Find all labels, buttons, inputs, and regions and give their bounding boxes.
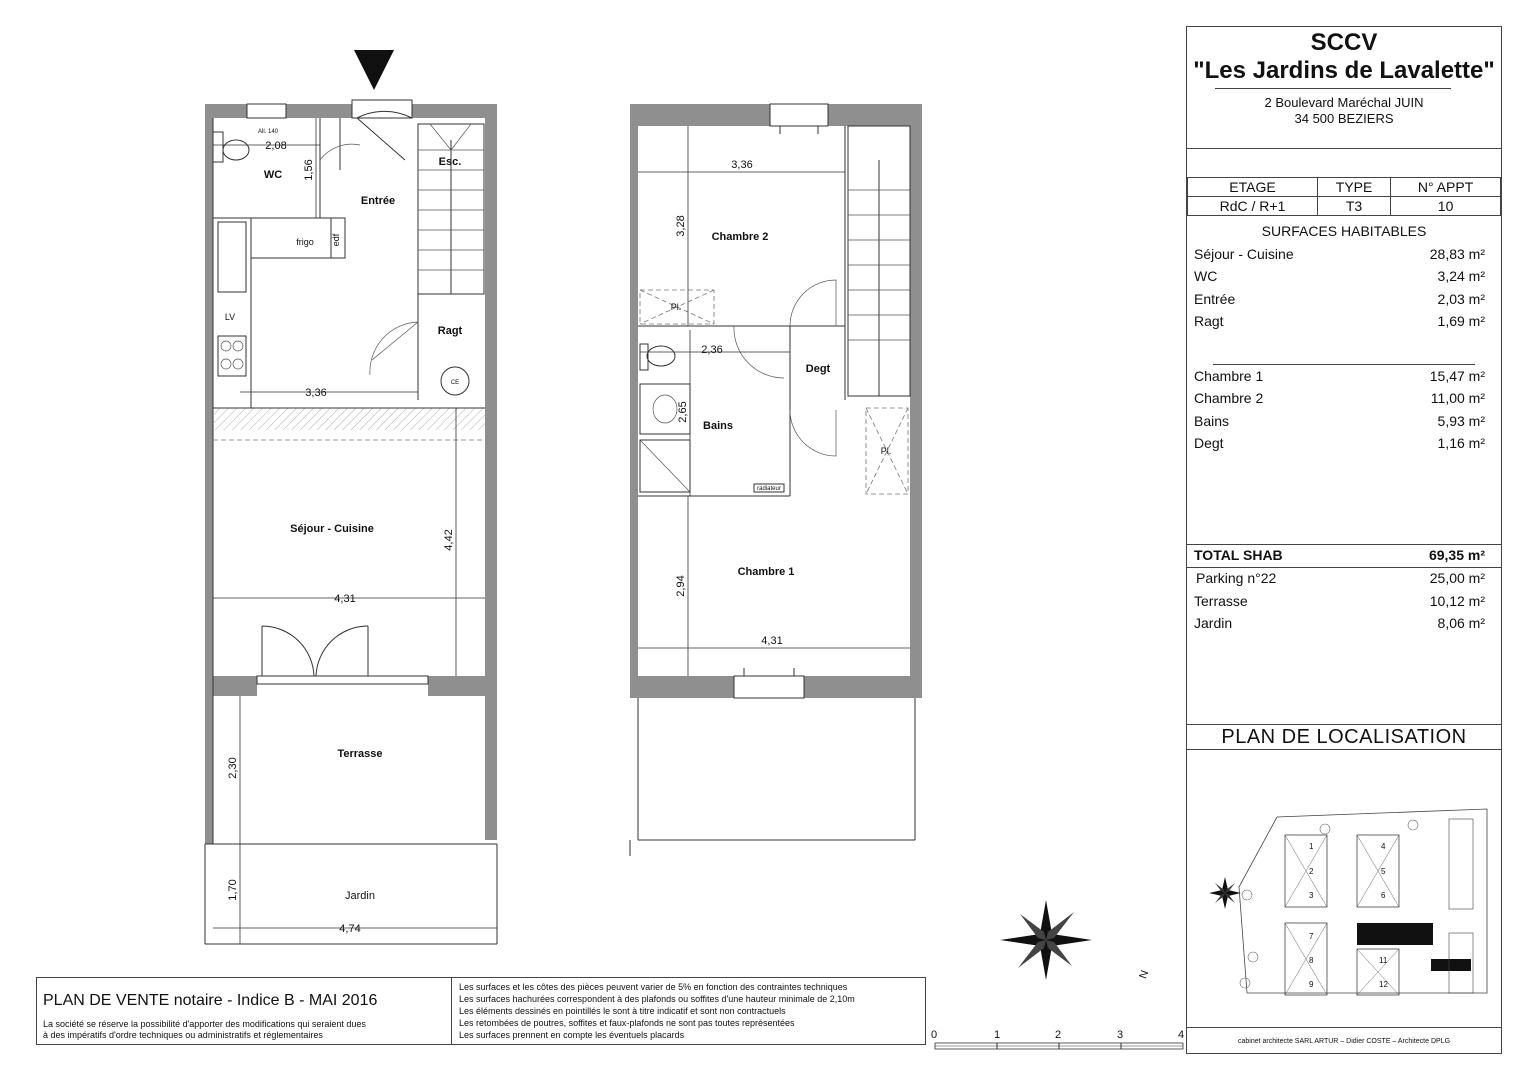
floor-separator (1213, 364, 1475, 365)
placard-label-2: Pl. (880, 446, 892, 456)
surfaces-title: SURFACES HABITABLES (1261, 223, 1427, 239)
note-2: Les surfaces hachurées correspondent à des plafonds ou soffites d'une hauteur minimale de 2,10m (459, 994, 855, 1004)
lot-marker-11: 11 (1379, 956, 1388, 965)
dim-sejour-width: 4,31 (334, 593, 356, 605)
dim-ch2-depth: 3,28 (675, 215, 687, 237)
total-value: 69,35 m² (1428, 547, 1485, 563)
surface-row-ragt (1193, 313, 1485, 333)
lot-marker-10: 10 (1379, 932, 1388, 941)
surface-row-chambre1 (1193, 368, 1485, 388)
site-plan (1187, 787, 1501, 1017)
surface-row-sejour (1193, 246, 1485, 266)
extra-row-jardin (1193, 615, 1485, 635)
room-ragt-label: Ragt (437, 325, 463, 337)
lot-marker-6: 6 (1381, 891, 1386, 900)
room-chambre1-label: Chambre 1 (737, 566, 795, 578)
value-etage: RdC / R+1 (1188, 197, 1318, 216)
radiator-label: radiateur (757, 486, 781, 492)
surface-name: Ragt (1194, 313, 1224, 329)
surface-name: Degt (1194, 435, 1224, 451)
room-bains-label: Bains (703, 420, 733, 432)
total-separator (1187, 544, 1501, 545)
extra-name: Terrasse (1194, 593, 1248, 609)
ground-floor-plan (205, 100, 497, 944)
architect-credit: cabinet architecte SARL ARTUR – Didier COSTE – Architecte DPLG (1237, 1038, 1451, 1045)
project-name: "Les Jardins de Lavalette" (1193, 57, 1495, 84)
surface-row-chambre2 (1193, 390, 1485, 410)
surface-value: 1,69 m² (1437, 313, 1485, 329)
dim-kitchen-width: 3,36 (305, 387, 327, 399)
room-wc-label: WC (263, 169, 283, 181)
company-name: SCCV (1310, 29, 1378, 56)
title-block-panel (1186, 26, 1502, 1054)
dim-ch1-depth: 2,94 (675, 575, 687, 597)
header-type: TYPE (1317, 178, 1390, 197)
extra-row-terrasse (1193, 593, 1485, 613)
dim-ch2-width: 3,36 (731, 159, 753, 171)
surface-value: 3,24 m² (1437, 268, 1485, 284)
surface-name: Chambre 2 (1194, 390, 1264, 406)
surface-value: 2,03 m² (1437, 291, 1485, 307)
scale-label-1: 1 (994, 1029, 1001, 1041)
extras-separator (1187, 567, 1501, 568)
scale-bar (935, 1043, 1183, 1049)
room-terrasse-label: Terrasse (337, 748, 383, 760)
surface-name: Bains (1194, 413, 1230, 429)
surface-row-degt (1193, 435, 1485, 455)
dim-wc-depth: 1,56 (303, 159, 315, 181)
disclaimer-line-2: à des impératifs d'ordre techniques ou administratifs et réglementaires (43, 1030, 323, 1040)
ce-label: CE (450, 380, 460, 386)
frigo-label: frigo (296, 237, 314, 247)
lot-marker-3: 3 (1309, 891, 1314, 900)
scale-label-4: 4 (1178, 1029, 1185, 1041)
lot-marker-8: 8 (1309, 956, 1314, 965)
first-floor-plan (630, 104, 922, 856)
localisation-bottom-separator (1187, 749, 1501, 750)
room-esc-label: Esc. (438, 156, 462, 168)
sale-plan-title: PLAN DE VENTE notaire - Indice B - MAI 2016 (43, 992, 378, 1009)
entrance-arrow-icon (354, 50, 394, 90)
localisation-title: PLAN DE LOCALISATION (1221, 726, 1467, 748)
extra-value: 10,12 m² (1429, 593, 1485, 609)
value-type: T3 (1317, 197, 1390, 216)
unit-table (1187, 177, 1501, 216)
edf-label: edf (331, 233, 341, 247)
lot-marker-5: 5 (1381, 867, 1386, 876)
surface-name: Entrée (1194, 291, 1236, 307)
localisation-top-separator (1187, 724, 1501, 725)
lot-marker-9: 9 (1309, 980, 1314, 989)
surface-value: 11,00 m² (1430, 390, 1485, 406)
dim-sejour-depth: 4,42 (443, 529, 455, 551)
placard-label-1: Pl. (670, 302, 682, 312)
surface-name: Chambre 1 (1194, 368, 1264, 384)
sale-plan-info-box (36, 977, 926, 1045)
surface-name: WC (1194, 268, 1218, 284)
site-compass-icon (1209, 877, 1241, 909)
surface-row-entree (1193, 291, 1485, 311)
dim-jardin-depth: 1,70 (227, 879, 239, 901)
address-separator (1187, 148, 1501, 149)
scale-label-0: 0 (931, 1029, 938, 1041)
surface-value: 1,16 m² (1437, 435, 1485, 451)
lot-marker-2: 2 (1309, 867, 1314, 876)
surface-row-bains (1193, 413, 1485, 433)
scale-label-2: 2 (1055, 1029, 1062, 1041)
note-5: Les surfaces prennent en compte les éventuels placards (459, 1030, 685, 1040)
disclaimer-line-1: La société se réserve la possibilité d'apporter des modifications qui seraient dues (43, 1019, 366, 1029)
extra-name: Jardin (1194, 615, 1233, 631)
room-jardin-label: Jardin (345, 890, 375, 902)
dim-ch1-width: 4,31 (761, 635, 783, 647)
allege-label: All. 140 (257, 129, 279, 135)
dim-bath-width: 2,36 (701, 344, 723, 356)
lot-marker-1: 1 (1309, 842, 1314, 851)
surface-row-wc (1193, 268, 1485, 288)
total-row (1193, 547, 1485, 567)
extra-value: 25,00 m² (1429, 570, 1485, 586)
title-separator (1215, 88, 1451, 89)
unit-table-header-row (1188, 178, 1501, 197)
dim-bath-depth: 2,65 (677, 401, 689, 423)
value-appt: 10 (1391, 197, 1501, 216)
address-line-1: 2 Boulevard Maréchal JUIN (1264, 95, 1424, 110)
lot-marker-4: 4 (1381, 842, 1386, 851)
dim-terrasse-depth: 2,30 (227, 757, 239, 779)
extra-name: Parking n°22 (1196, 570, 1277, 586)
unit-table-value-row (1188, 197, 1501, 216)
room-entree-label: Entrée (360, 195, 396, 207)
lot-marker-7: 7 (1309, 932, 1314, 941)
extra-row-parking (1193, 570, 1485, 590)
dim-wc-width: 2,08 (265, 140, 287, 152)
lot-marker-12: 12 (1379, 980, 1388, 989)
header-etage: ETAGE (1188, 178, 1318, 197)
lv-label: LV (224, 312, 236, 322)
note-3: Les éléments dessinés en pointillés le sont à titre indicatif et sont non contractuels (459, 1006, 786, 1016)
note-4: Les retombées de poutres, soffites et faux-plafonds ne sont pas toutes représentées (459, 1018, 795, 1028)
room-degt-label: Degt (805, 363, 831, 375)
scale-label-3: 3 (1117, 1029, 1124, 1041)
surface-value: 15,47 m² (1429, 368, 1485, 384)
compass-rose-icon (1000, 900, 1151, 980)
surface-value: 28,83 m² (1429, 246, 1485, 262)
room-sejour-label: Séjour - Cuisine (290, 523, 374, 535)
note-1: Les surfaces et les côtes des pièces peuvent varier de 5% en fonction des contraintes techniques (459, 982, 848, 992)
footer-separator (1187, 1027, 1501, 1028)
header-appt: N° APPT (1391, 178, 1501, 197)
room-chambre2-label: Chambre 2 (711, 231, 769, 243)
surface-name: Séjour - Cuisine (1194, 246, 1294, 262)
north-label: N (1137, 968, 1152, 981)
dim-jardin-width: 4,74 (339, 923, 361, 935)
total-name: TOTAL SHAB (1194, 547, 1283, 563)
address-line-2: 34 500 BEZIERS (1294, 111, 1394, 126)
info-divider (451, 978, 452, 1044)
extra-value: 8,06 m² (1437, 615, 1485, 631)
surface-value: 5,93 m² (1437, 413, 1485, 429)
